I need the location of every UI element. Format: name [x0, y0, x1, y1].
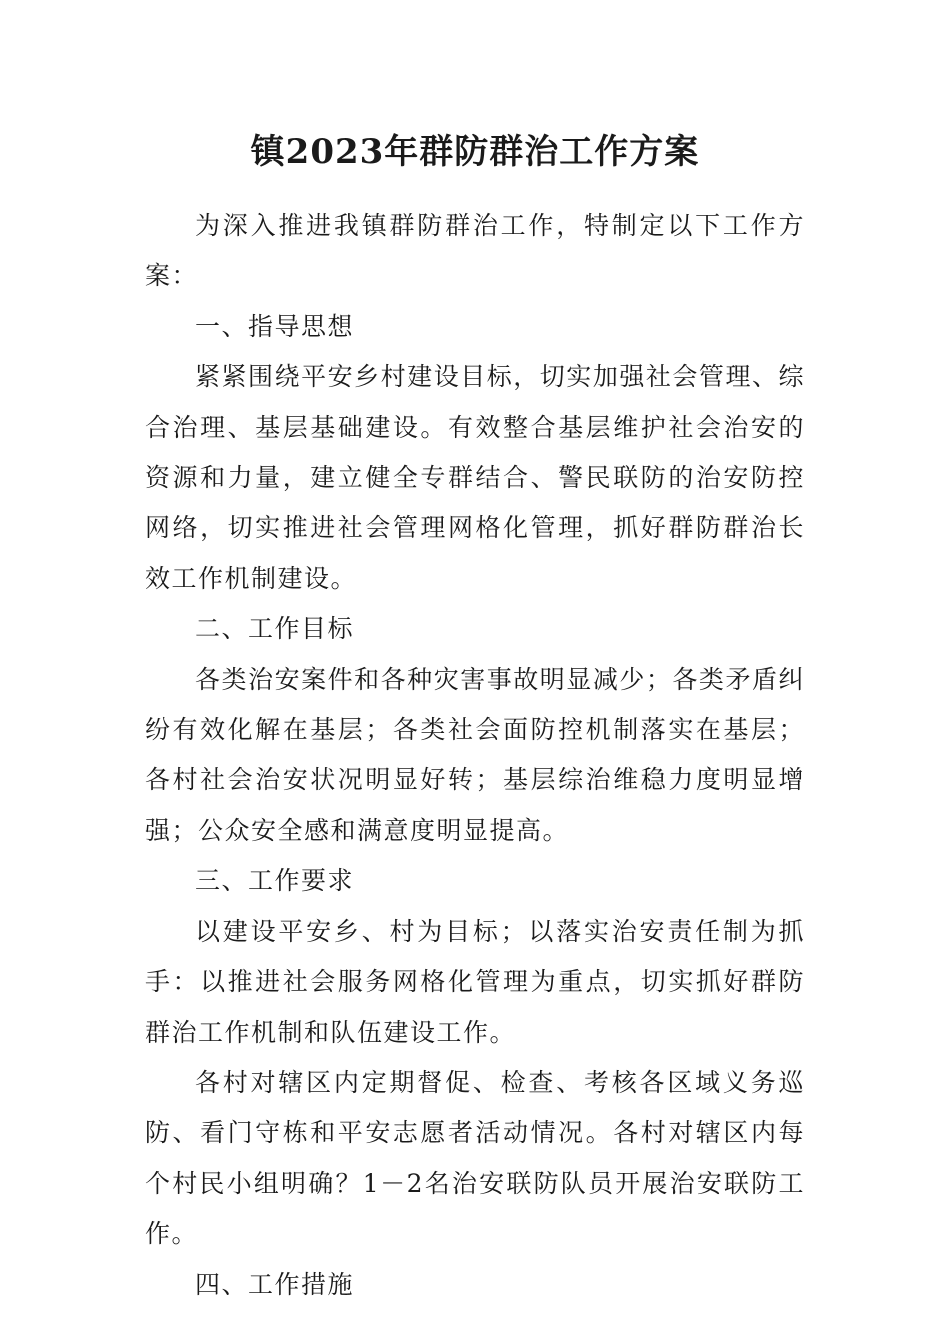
guiding-ideology-paragraph: 紧紧围绕平安乡村建设目标，切实加强社会管理、综合治理、基层基础建设。有效整合基层维护社会治安的资源和力量，建立健全专群结合、警民联防的治安防控网络，切实推进社会管理网格化管理，抓好群防群治长效工作机制建设。	[145, 362, 805, 593]
patrol-paragraph: 各村对辖区内定期督促、检查、考核各区域义务巡防、看门守栋和平安志愿者活动情况。各村对辖区内每个村民小组明确？1－2名治安联防队员开展治安联防工作。	[145, 1067, 805, 1249]
document-body	[145, 201, 805, 1310]
section-heading-work-goals: 二、工作目标	[195, 614, 355, 644]
work-goals-paragraph: 各类治安案件和各种灾害事故明显减少；各类矛盾纠纷有效化解在基层；各类社会面防控机制落实在基层；各村社会治安状况明显好转；基层综治维稳力度明显增强；公众安全感和满意度明显提高。	[145, 664, 805, 845]
section-heading-work-measures: 四、工作措施	[195, 1269, 355, 1299]
intro-paragraph: 为深入推进我镇群防群治工作，特制定以下工作方案：	[145, 211, 805, 291]
document-title: 镇2023年群防群治工作方案	[250, 132, 700, 172]
section-heading-work-requirements: 三、工作要求	[195, 866, 355, 896]
section-heading-guiding-ideology: 一、指导思想	[195, 311, 355, 341]
work-requirements-paragraph: 以建设平安乡、村为目标；以落实治安责任制为抓手：以推进社会服务网格化管理为重点，切实抓好群防群治工作机制和队伍建设工作。	[145, 916, 805, 1047]
